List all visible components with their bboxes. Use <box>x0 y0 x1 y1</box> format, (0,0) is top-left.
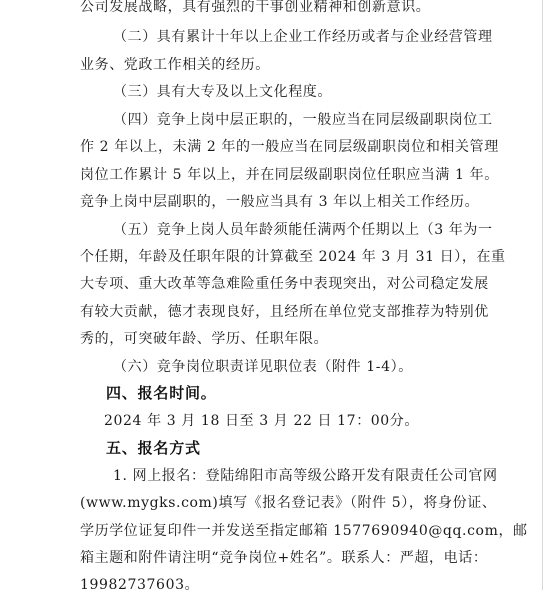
page-edge-divider <box>542 0 543 590</box>
requirement-item-5-line-2: 个任期，年龄及任职年限的计算截至 2024 年 3 月 31 日），在重 <box>80 249 506 265</box>
requirement-item-5-line-3: 大专项、重大改革等急难险重任务中表现突出，对公司稳定发展 <box>80 276 489 292</box>
requirement-item-6: （六）竞争岗位职责详见职位表（附件 1-4）。 <box>113 359 413 375</box>
requirement-item-5-line-1: （五）竞争上岗人员年龄须能任满两个任期以上（3 年为一 <box>113 222 493 238</box>
requirement-item-3: （三）具有大专及以上文化程度。 <box>113 84 332 100</box>
section-heading-registration-method: 五、报名方式 <box>106 439 201 457</box>
section-heading-registration-time: 四、报名时间。 <box>106 384 217 402</box>
registration-time-text: 2024 年 3 月 18 日至 3 月 22 日 17：00分。 <box>104 413 420 429</box>
requirement-item-2-line-2: 业务、党政工作相关的经历。 <box>80 57 270 73</box>
requirement-item-5-line-4: 有较大贡献，德才表现良好，且经所在单位党支部推荐为特别优 <box>80 304 489 320</box>
registration-method-line-2: (www.mygks.com)填写《报名登记表》（附件 5），将身份证、 <box>80 495 497 511</box>
registration-method-line-4: 箱主题和附件请注明“竞争岗位+姓名”。联系人：严超，电话： <box>80 550 488 566</box>
requirement-item-5-line-5: 秀的，可突破年龄、学历、任职年限。 <box>80 331 329 347</box>
requirement-item-4-line-4: 竞争上岗中层副职的，一般应当具有 3 年以上相关工作经历。 <box>80 194 480 210</box>
requirement-item-2-line-1: （二）具有累计十年以上企业工作经历或者与企业经营管理 <box>113 29 493 45</box>
requirement-item-4-line-3: 岗位工作累计 5 年以上，并在同层级副职岗位任职应当满 1 年。 <box>80 167 499 183</box>
registration-method-line-5: 19982737603。 <box>80 577 200 593</box>
paragraph-line-continuation: 公司发展战略，具有强烈的干事创业精神和创新意识。 <box>80 0 431 15</box>
registration-method-line-3: 学历学位证复印件一并发送至指定邮箱 1577690940@qq.com，邮 <box>80 523 528 539</box>
requirement-item-4-line-2: 作 2 年以上，未满 2 年的一般应当在同层级副职岗位和相关管理 <box>80 139 499 155</box>
registration-method-line-1: 1. 网上报名：登陆绵阳市高等级公路开发有限责任公司官网 <box>113 468 498 484</box>
requirement-item-4-line-1: （四）竞争上岗中层正职的，一般应当在同层级副职岗位工 <box>113 112 493 128</box>
